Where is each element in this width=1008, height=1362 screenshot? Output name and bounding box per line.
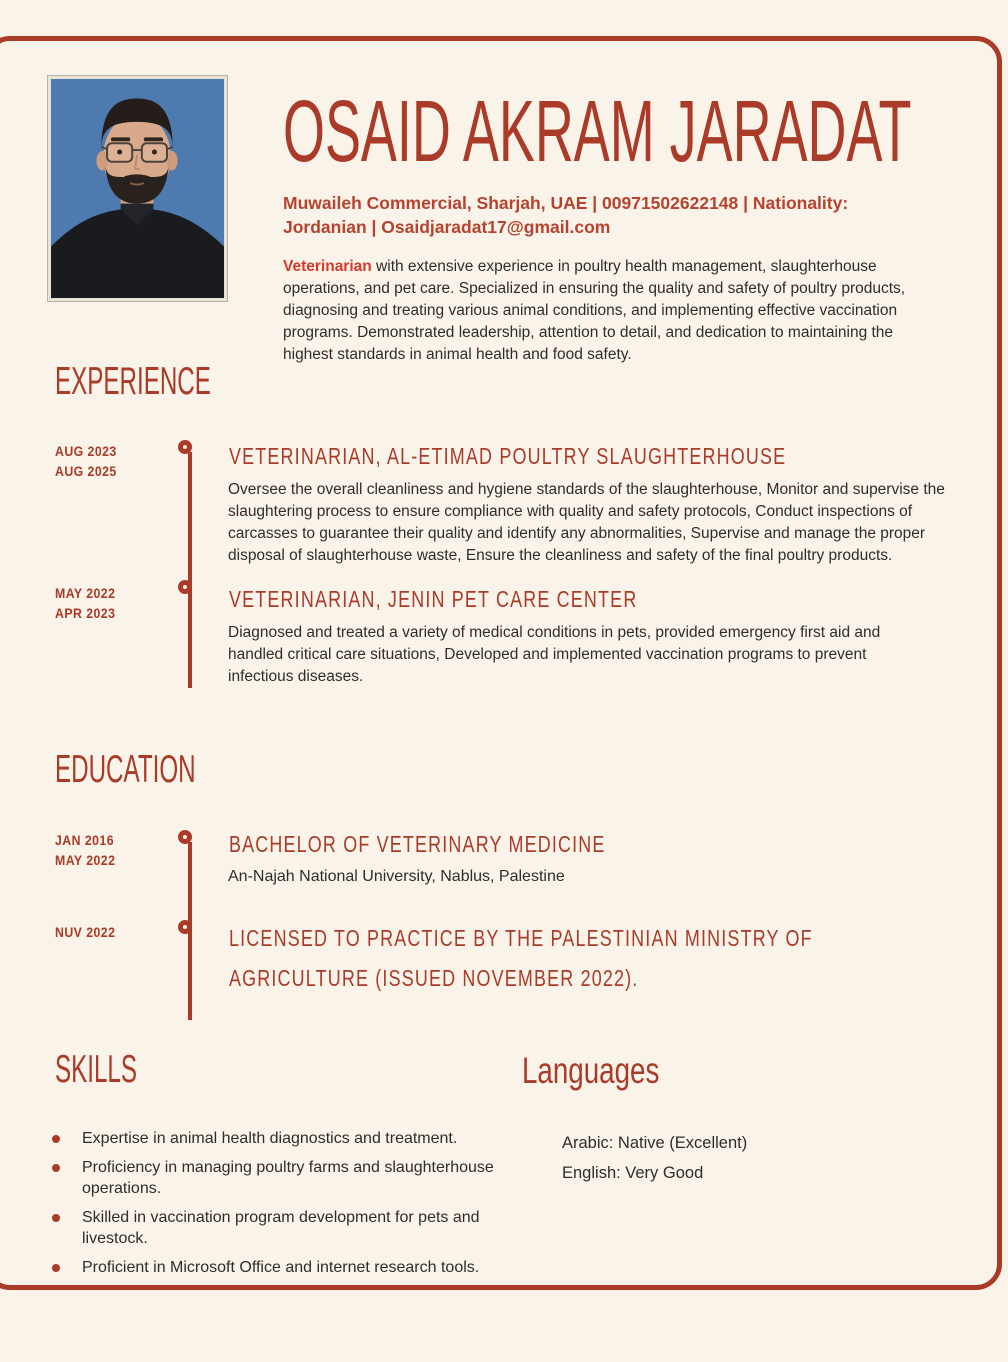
education-2-date: NUV 2022 [55,924,116,940]
language-item: Arabic: Native (Excellent) [562,1134,748,1152]
experience-section-heading: EXPERIENCE [55,360,211,403]
experience-timeline-dot-1 [178,440,192,454]
experience-timeline-line [188,452,192,688]
profile-summary-lead: Veterinarian [283,258,372,275]
profile-summary-text: with extensive experience in poultry health management, slaughterhouse operations, and pet care. Specialized in ensuring the quality and safety of poultry products, diagnosing and treating various animal conditions, and implementing effective vaccination programs. Demonstrated leadership, attention to detail, and dedication to maintaining the highest standards in animal health and food safety. [283,258,906,363]
experience-2-date-end: APR 2023 [55,605,116,621]
experience-2-description: Diagnosed and treated a variety of medical conditions in pets, provided emergency first aid and handled critical care situations, Developed and implemented vaccination programs to prevent infectious diseases. [228,624,881,685]
experience-1-date-end: AUG 2025 [55,463,117,479]
experience-2-date-start: MAY 2022 [55,585,116,601]
skills-list-item [52,1207,522,1250]
bullet-icon [52,1135,60,1143]
education-section-heading: EDUCATION [55,748,196,791]
experience-timeline-dot-2 [178,580,192,594]
skills-list-item [52,1257,522,1279]
skills-list-item [52,1128,522,1150]
skill-text: Proficient in Microsoft Office and internet research tools. [82,1258,480,1276]
education-timeline-dot-1 [178,830,192,844]
bullet-icon [52,1264,60,1272]
skill-text: Expertise in animal health diagnostics and treatment. [82,1130,458,1147]
bullet-icon [52,1214,60,1222]
languages-section-heading: Languages [522,1050,660,1091]
experience-2-dates [55,583,115,623]
profile-summary [283,256,947,366]
education-1-dates [55,830,115,870]
skills-list-item [52,1157,522,1200]
skills-section-heading: SKILLS [55,1048,138,1091]
bullet-icon [52,1164,60,1172]
skill-text: Proficiency in managing poultry farms and slaughterhouse operations. [82,1158,494,1198]
contact-line: Muwaileh Commercial, Sharjah, UAE | 00971502622148 | Nationality: Jordanian | Osaidjaradat17@gmail.com [283,193,849,237]
languages-list [562,1128,747,1188]
skill-text: Skilled in vaccination program development for pets and livestock. [82,1208,480,1248]
experience-1-description: Oversee the overall cleanliness and hygiene standards of the slaughterhouse, Monitor and supervise the slaughtering process to ensure compliance with quality and safety protocols, Conduct inspections of carcasses to guarantee their quality and identify any abnormalities, Supervise and manage the proper disposal of slaughterhouse waste, Ensure the cleanliness and safety of the final poultry products. [228,481,945,564]
education-timeline-dot-2 [178,920,192,934]
portrait-photo-illustration [51,79,224,298]
experience-1-title: VETERINARIAN, AL-ETIMAD POULTRY SLAUGHTERHOUSE [229,443,787,469]
education-1-subtitle: An-Najah National University, Nablus, Palestine [228,868,565,885]
skills-list [52,1128,522,1286]
language-item: English: Very Good [562,1164,704,1182]
education-1-date-start: JAN 2016 [55,832,115,848]
education-1-date-end: MAY 2022 [55,852,116,868]
experience-1-date-start: AUG 2023 [55,443,117,459]
person-name: OSAID AKRAM JARADAT [283,83,912,180]
education-1-title: BACHELOR OF VETERINARY MEDICINE [229,831,606,857]
experience-2-title: VETERINARIAN, JENIN PET CARE CENTER [229,586,638,612]
education-2-dates [55,922,115,942]
portrait-photo [48,76,227,301]
education-2-title: LICENSED TO PRACTICE BY THE PALESTINIAN MINISTRY OF AGRICULTURE (ISSUED NOVEMBER 2022). [229,925,813,992]
experience-1-dates [55,441,117,481]
